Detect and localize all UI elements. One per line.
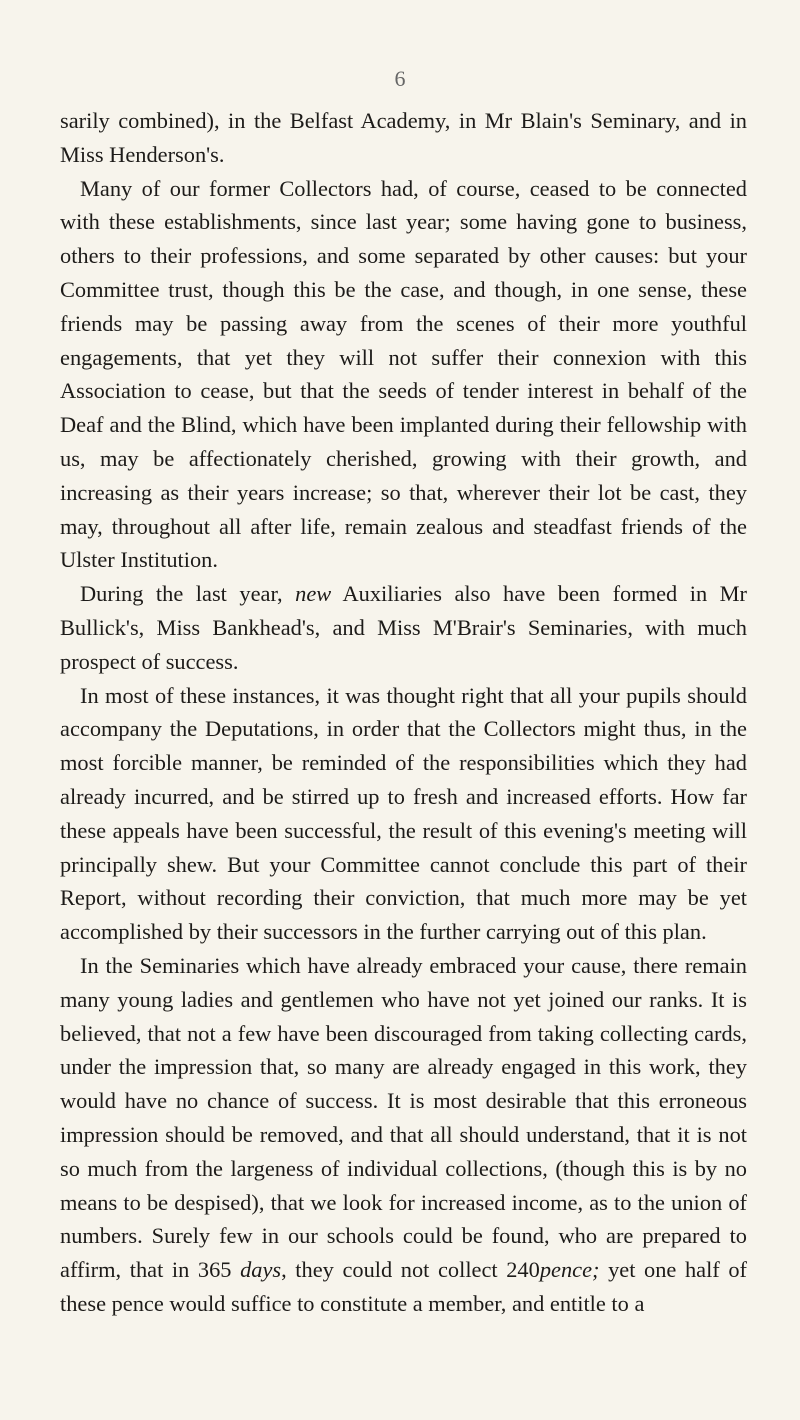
text-run: During the last year, [80, 581, 296, 607]
page-number: 6 [394, 66, 406, 91]
italic-run: pence; [539, 1257, 600, 1283]
paragraph [60, 172, 747, 578]
paragraph [60, 679, 747, 949]
text-run: , they could not collect 240 [281, 1257, 540, 1283]
text-run: yet one half of these pence would suffice to constitute a member, and entitle to a [60, 1257, 747, 1316]
paragraph [60, 577, 747, 678]
body-text [60, 104, 747, 1321]
text-run: In most of these instances, it was thought right that all your pupils should accompany the Deputations, in order that the Collectors might thus, in the most forcible manner, be reminded of the responsibilities which they had already incurred, and be stirred up to fresh and increased efforts. How far these appeals have been successful, the result of this evening's meeting will principally shew. But your Committee cannot conclude this part of their Report, without recording their conviction, that much more may be yet accomplished by their successors in the further carrying out of this plan. [60, 682, 747, 945]
text-run: In the Seminaries which have already embraced your cause, there remain many young ladies and gentlemen who have not yet joined our ranks. It is believed, that not a few have been discouraged from taking collecting cards, under the impression that, so many are already engaged in this work, they would have no chance of success. It is most desirable that this erroneous impression should be removed, and that all should understand, that it is not so much from the largeness of individual collections, (though this is by no means to be despised), that we look for increased income, as to the union of numbers. Surely few in our schools could be found, who are prepared to affirm, that in 365 [60, 952, 747, 1283]
italic-run: days [240, 1257, 282, 1283]
paragraph [60, 104, 747, 172]
italic-run: new [295, 581, 332, 607]
text-run: Many of our former Collectors had, of course, ceased to be connected with these establishments, since last year; some having gone to business, others to their professions, and some separated by other causes: but your Committee trust, though this be the case, and though, in one sense, these friends may be passing away from the scenes of their more youthful engagements, that yet they will not suffer their connexion with this Association to cease, but that the seeds of tender interest in behalf of the Deaf and the Blind, which have been implanted during their fellowship with us, may be affectionately cherished, growing with their growth, and increasing as their years increase; so that, wherever their lot be cast, they may, throughout all after life, remain zealous and steadfast friends of the Ulster Institution. [60, 175, 747, 573]
paragraph [60, 949, 747, 1321]
text-run: sarily combined), in the Belfast Academy, in Mr Blain's Seminary, and in Miss Henderson's. [60, 108, 747, 167]
text-run: Auxiliaries also have been formed in Mr Bullick's, Miss Bankhead's, and Miss M'Brair's Seminaries, with much prospect of success. [60, 581, 748, 674]
